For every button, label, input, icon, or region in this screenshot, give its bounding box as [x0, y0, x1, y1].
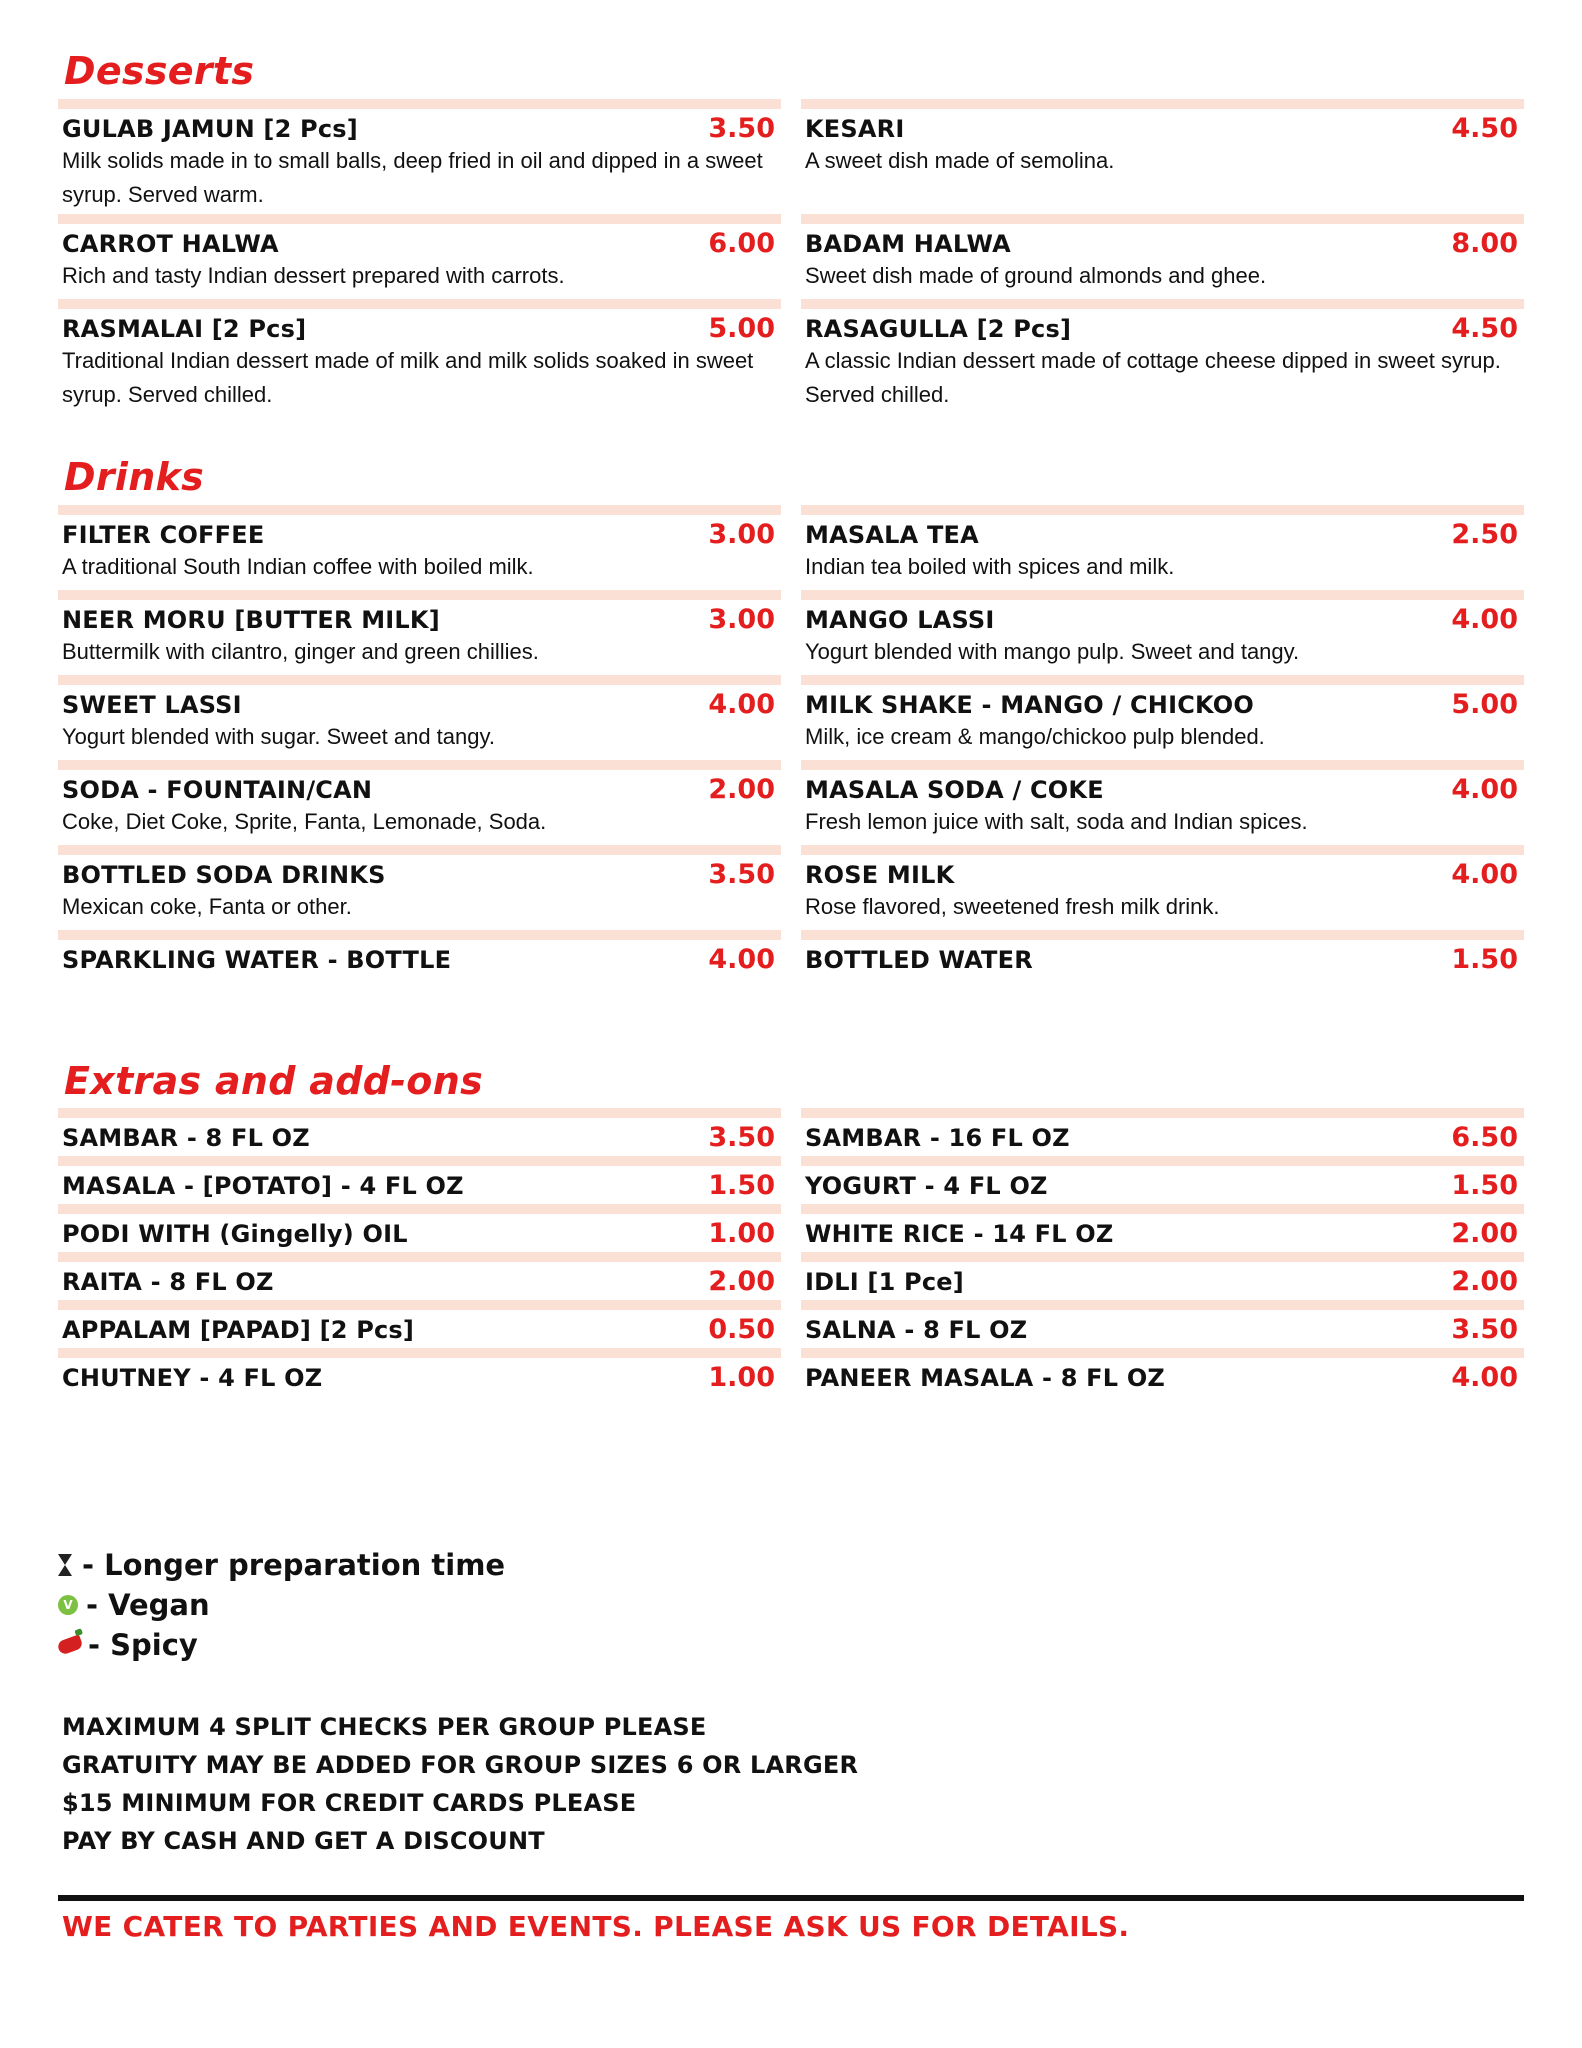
item-description: Fresh lemon juice with salt, soda and Indian spices. [805, 809, 1308, 834]
item-price: 3.50 [708, 1122, 775, 1153]
extras-left-column [58, 1108, 781, 1396]
item-description: Yogurt blended with mango pulp. Sweet and tangy. [805, 639, 1300, 664]
item-name: SPARKLING WATER - BOTTLE [62, 946, 452, 974]
menu-item [801, 760, 1524, 845]
item-price: 2.00 [1451, 1266, 1518, 1297]
item-description: Milk, ice cream & mango/chickoo pulp blended. [805, 724, 1265, 749]
item-price: 4.50 [1451, 313, 1518, 344]
desserts-left-column [58, 99, 781, 414]
item-name: RAITA - 8 FL OZ [62, 1268, 274, 1296]
vegan-icon: V [58, 1595, 78, 1615]
item-price: 4.00 [1451, 1362, 1518, 1393]
menu-item [801, 845, 1524, 930]
menu-item [58, 1204, 781, 1252]
menu-item [58, 99, 781, 214]
item-price: 5.00 [708, 313, 775, 344]
item-price: 4.00 [708, 944, 775, 975]
note-line: PAY BY CASH AND GET A DISCOUNT [62, 1827, 545, 1855]
menu-item [801, 1156, 1524, 1204]
menu-item [801, 505, 1524, 590]
legend-label: - Spicy [88, 1628, 198, 1662]
item-price: 2.00 [708, 774, 775, 805]
item-name: SAMBAR - 8 FL OZ [62, 1124, 310, 1152]
menu-item [801, 214, 1524, 299]
item-name: SALNA - 8 FL OZ [805, 1316, 1028, 1344]
item-name: MASALA - [POTATO] - 4 FL OZ [62, 1172, 464, 1200]
item-price: 1.50 [708, 1170, 775, 1201]
item-price: 4.00 [1451, 774, 1518, 805]
item-description: A traditional South Indian coffee with boiled milk. [62, 554, 534, 579]
item-name: BOTTLED SODA DRINKS [62, 861, 386, 889]
item-description: Sweet dish made of ground almonds and ghee. [805, 263, 1267, 288]
item-description: Rich and tasty Indian dessert prepared with carrots. [62, 263, 565, 288]
menu-item [58, 760, 781, 845]
menu-item [58, 930, 781, 978]
item-price: 2.00 [708, 1266, 775, 1297]
item-name: MASALA SODA / COKE [805, 776, 1104, 804]
item-name: ROSE MILK [805, 861, 955, 889]
menu-item [801, 930, 1524, 978]
item-price: 3.50 [708, 859, 775, 890]
item-name: MILK SHAKE - MANGO / CHICKOO [805, 691, 1254, 719]
menu-item [801, 1348, 1524, 1396]
item-description: Coke, Diet Coke, Sprite, Fanta, Lemonade, Soda. [62, 809, 547, 834]
item-name: RASMALAI [2 Pcs] [62, 315, 307, 343]
item-price: 1.00 [708, 1218, 775, 1249]
item-price: 3.00 [708, 519, 775, 550]
extras-right-column [801, 1108, 1524, 1396]
legend-label: - Vegan [86, 1588, 210, 1622]
legend-row [58, 1545, 505, 1585]
item-name: MANGO LASSI [805, 606, 995, 634]
item-description: Traditional Indian dessert made of milk and milk solids soaked in sweet syrup. Served chilled. [62, 348, 754, 407]
item-price: 5.00 [1451, 689, 1518, 720]
menu-item [801, 299, 1524, 414]
menu-item [58, 1252, 781, 1300]
item-price: 4.00 [708, 689, 775, 720]
item-price: 1.00 [708, 1362, 775, 1393]
item-description: Milk solids made in to small balls, deep fried in oil and dipped in a sweet syrup. Served warm. [62, 148, 763, 207]
note-line: $15 MINIMUM FOR CREDIT CARDS PLEASE [62, 1789, 637, 1817]
menu-item [801, 99, 1524, 214]
item-description: A sweet dish made of semolina. [805, 148, 1115, 173]
item-name: CARROT HALWA [62, 230, 279, 258]
menu-item [801, 1300, 1524, 1348]
item-name: BADAM HALWA [805, 230, 1011, 258]
footer-divider [58, 1895, 1524, 1901]
item-description: A classic Indian dessert made of cottage cheese dipped in sweet syrup. Served chilled. [805, 348, 1501, 407]
menu-item [58, 1348, 781, 1396]
item-name: FILTER COFFEE [62, 521, 265, 549]
menu-item [58, 299, 781, 414]
item-price: 4.00 [1451, 604, 1518, 635]
item-name: MASALA TEA [805, 521, 979, 549]
item-price: 8.00 [1451, 228, 1518, 259]
item-name: IDLI [1 Pce] [805, 1268, 964, 1296]
item-name: SAMBAR - 16 FL OZ [805, 1124, 1070, 1152]
legend [58, 1545, 505, 1665]
item-description: Buttermilk with cilantro, ginger and green chillies. [62, 639, 539, 664]
item-price: 3.00 [708, 604, 775, 635]
drinks-left-column [58, 505, 781, 978]
menu-item [58, 675, 781, 760]
item-name: WHITE RICE - 14 FL OZ [805, 1220, 1114, 1248]
item-price: 3.50 [1451, 1314, 1518, 1345]
item-name: PANEER MASALA - 8 FL OZ [805, 1364, 1166, 1392]
item-name: NEER MORU [BUTTER MILK] [62, 606, 440, 634]
item-price: 2.00 [1451, 1218, 1518, 1249]
menu-item [801, 675, 1524, 760]
item-name: KESARI [805, 115, 905, 143]
item-price: 3.50 [708, 113, 775, 144]
item-price: 1.50 [1451, 1170, 1518, 1201]
legend-row [58, 1585, 505, 1625]
hourglass-icon [58, 1554, 72, 1576]
menu-item [58, 1156, 781, 1204]
item-price: 1.50 [1451, 944, 1518, 975]
menu-item [58, 505, 781, 590]
section-title-drinks: Drinks [64, 455, 205, 499]
item-name: RASAGULLA [2 Pcs] [805, 315, 1072, 343]
menu-item [801, 1204, 1524, 1252]
item-price: 4.50 [1451, 113, 1518, 144]
menu-item [801, 1252, 1524, 1300]
item-price: 4.00 [1451, 859, 1518, 890]
item-price: 6.00 [708, 228, 775, 259]
chili-pepper-icon [56, 1634, 83, 1655]
note-line: GRATUITY MAY BE ADDED FOR GROUP SIZES 6 OR LARGER [62, 1751, 859, 1779]
menu-item [58, 1300, 781, 1348]
item-description: Rose flavored, sweetened fresh milk drink. [805, 894, 1220, 919]
item-name: CHUTNEY - 4 FL OZ [62, 1364, 323, 1392]
drinks-right-column [801, 505, 1524, 978]
item-name: SWEET LASSI [62, 691, 242, 719]
item-name: BOTTLED WATER [805, 946, 1033, 974]
policy-notes [62, 1708, 858, 1860]
menu-item [801, 590, 1524, 675]
item-name: GULAB JAMUN [2 Pcs] [62, 115, 358, 143]
item-name: APPALAM [PAPAD] [2 Pcs] [62, 1316, 415, 1344]
menu-item [58, 1108, 781, 1156]
item-description: Indian tea boiled with spices and milk. [805, 554, 1175, 579]
item-name: SODA - FOUNTAIN/CAN [62, 776, 373, 804]
item-price: 6.50 [1451, 1122, 1518, 1153]
legend-row [58, 1625, 505, 1665]
item-name: YOGURT - 4 FL OZ [805, 1172, 1048, 1200]
note-line: MAXIMUM 4 SPLIT CHECKS PER GROUP PLEASE [62, 1713, 707, 1741]
item-price: 0.50 [708, 1314, 775, 1345]
menu-item [801, 1108, 1524, 1156]
catering-footer: WE CATER TO PARTIES AND EVENTS. PLEASE ASK US FOR DETAILS. [62, 1910, 1130, 1943]
item-price: 2.50 [1451, 519, 1518, 550]
menu-item [58, 590, 781, 675]
menu-item [58, 214, 781, 299]
section-title-desserts: Desserts [64, 49, 255, 93]
section-title-extras: Extras and add-ons [64, 1059, 483, 1103]
item-name: PODI WITH (Gingelly) OIL [62, 1220, 408, 1248]
menu-item [58, 845, 781, 930]
item-description: Mexican coke, Fanta or other. [62, 894, 352, 919]
item-description: Yogurt blended with sugar. Sweet and tangy. [62, 724, 495, 749]
legend-label: - Longer preparation time [82, 1548, 506, 1582]
desserts-right-column [801, 99, 1524, 414]
